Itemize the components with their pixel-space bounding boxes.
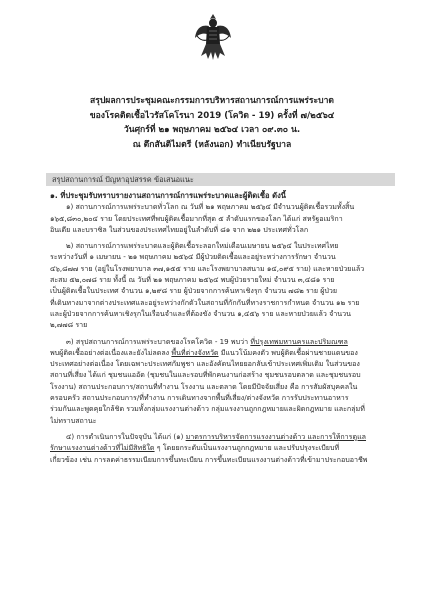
title-line-4: ณ ตึกสันติไมตรี (หลังนอก) ทำเนียบรัฐบาล [132, 139, 292, 150]
title-line-3: วันศุกร์ที่ ๒๑ พฤษภาคม ๒๕๖๔ เวลา ๐๙.๓๐ น. [123, 125, 301, 135]
underlined-phrase: พื้นที่ต่างจังหวัด [171, 347, 219, 357]
paragraph-text: ๓) สรุปสถานการณ์การแพร่ระบาดของโรคโควิด - 19 พบว่า [66, 336, 251, 346]
garuda-emblem-icon [194, 12, 232, 62]
paragraph-line: ๔๖,๘๗๗ ราย (อยู่ในโรงพยาบาล ๓๗,๑๕๕ ราย และโรงพยาบาลสนาม ๑๔,๐๙๕ ราย) และหายป่วยแล้ว [50, 263, 365, 273]
underlined-phrase: รักษาแรงงานต่างด้าวที่ไม่มีสิทธิใด [50, 443, 155, 453]
underlined-phrase: ที่ปรุงเทพมหานครและปริมณฑล [250, 336, 348, 346]
paragraph-line [50, 442, 390, 453]
paragraph-line: เกี่ยวข้อง เช่น การลดค่าธรรมเนียมการขึ้นทะเบียน การขึ้นทะเบียนแรงงานต่างด้าวที่เข้ามาประกอบอาชีพ [50, 454, 368, 464]
paragraph-text: พบผู้ติดเชื้ออย่างต่อเนื่องและยังไม่ลดลง [50, 347, 172, 357]
paragraph-line: และผู้ป่วยจากการค้นหาเชิงรุกในเรือนจำและที่ต้องขัง จำนวน ๑,๔๕๖ ราย และหายป่วยแล้ว จำนวน [50, 308, 351, 318]
paragraph-line: ที่เดินทางมาจากต่างประเทศและอยู่ระหว่างกักตัวในสถานที่กักกันที่ทางราชการกำหนด จำนวน ๑๒ ราย [50, 297, 360, 307]
paragraph-line [50, 431, 390, 442]
paragraph-line: สะสม ๕๒,๐๗๘ ราย ทั้งนี้ ณ วันที่ ๒๑ พฤษภาคม ๒๕๖๔ พบผู้ป่วยรายใหม่ จำนวน ๓,๔๘๑ ราย [50, 275, 335, 285]
topic-1-heading: ๑. ที่ประชุมรับทราบรายงานสถานการณ์การแพร่ระบาดและผู้ติดเชื้อ ดังนี้ [50, 191, 287, 200]
paragraph-line: ๑๖๕,๘๓๐,๒๐๔ ราย โดยประเทศที่พบผู้ติดเชื้อมากที่สุด ๕ ลำดับแรกของโลก ได้แก่ สหรัฐอเมริกา [50, 213, 343, 223]
paragraph-line: สถานที่เสี่ยง ได้แก่ ชุมชนแออัด (ชุมชนในและรอบที่พักคนงานก่อสร้าง ชุมชนรอบตลาด และชุมชนรอบ [50, 370, 361, 380]
paragraph-line: ครอบครัว สถานประกอบการ/ที่ทำงาน การเดินทางจากพื้นที่เสี่ยง/ต่างจังหวัด การรับประทานอาหาร [50, 393, 349, 403]
paragraph-line: ๑) สถานการณ์การแพร่ระบาดทั่วโลก ณ วันที่ ๒๑ พฤษภาคม ๒๕๖๔ มีจำนวนผู้ติดเชื้อรวมทั้งสิ้น [66, 202, 355, 212]
title-line-2: ของโรคติดเชื้อไวรัสโคโรนา 2019 (โควิด - 19) ครั้งที่ ๗/๒๕๖๔ [89, 110, 335, 121]
paragraph-line: อินเดีย และบราซิล ในส่วนของประเทศไทยอยู่ในลำดับที่ ๘๑ จาก ๒๒๑ ประเทศทั่วโลก [50, 224, 309, 234]
paragraph-line: ๒) สถานการณ์การแพร่ระบาดและผู้ติดเชื้อระลอกใหม่เดือนเมษายน ๒๕๖๔ ในประเทศไทย [66, 241, 339, 251]
paragraph-line: ๒,๗๗๘ ราย [50, 320, 88, 330]
document-body [50, 190, 390, 465]
paragraph-line: ไม่ทราบสถานะ [50, 415, 97, 425]
section-banner: สรุปสถานการณ์ ปัญหาอุปสรรค ข้อเสนอแนะ [46, 173, 395, 186]
underlined-phrase: มาตรการบริหารจัดการแรงงานต่างด้าว และการให้การดูแล [185, 431, 367, 441]
paragraph-line: ร่วมกันและพูดคุยใกล้ชิด รวมทั้งกลุ่มแรงงานต่างด้าว กลุ่มแรงงานถูกกฎหมายและผิดกฎหมาย และกลุ่มที่ [50, 404, 365, 414]
paragraph-line [50, 336, 390, 347]
paragraph-text: ๆ โดยยกระดับเป็นแรงงานถูกกฎหมาย และปรับปรุงระเบียบที่ [154, 443, 340, 453]
document-title [0, 94, 424, 152]
paragraph-line [50, 347, 390, 358]
paragraph-text: ๔) การดำเนินการในปัจจุบัน ได้แก่ (๑) [66, 431, 186, 441]
paragraph-line: เป็นผู้ติดเชื้อในประเทศ จำนวน ๑,๒๙๘ ราย ผู้ป่วยจากการค้นหาเชิงรุก จำนวน ๗๘๒ ราย ผู้ป่วย [50, 286, 338, 296]
title-line-1: สรุปผลการประชุมคณะกรรมการบริหารสถานการณ์การแพร่ระบาด [89, 96, 335, 106]
paragraph-line: โรงงาน) สถานประกอบการ/สถานที่ทำงาน โรงงาน และตลาด โดยมีปัจจัยเสี่ยง คือ การสัมผัสบุคคลใน [50, 381, 358, 391]
paragraph-text: มีแนวโน้มคงตัว พบผู้ติดเชื้อผ่านชายแดนของ [218, 347, 358, 357]
paragraph-line: ระหว่างวันที่ ๑ เมษายน - ๒๑ พฤษภาคม ๒๕๖๔ มีผู้ป่วยติดเชื้อและอยู่ระหว่างการรักษา จำนวน [50, 252, 336, 262]
paragraph-line: ประเทศอย่างต่อเนื่อง โดยเฉพาะประเทศกัมพูชา และอังคัดนไทยยอกลับเข้าประเทศเพิ่มเติม ในส่วนของ [50, 359, 360, 369]
